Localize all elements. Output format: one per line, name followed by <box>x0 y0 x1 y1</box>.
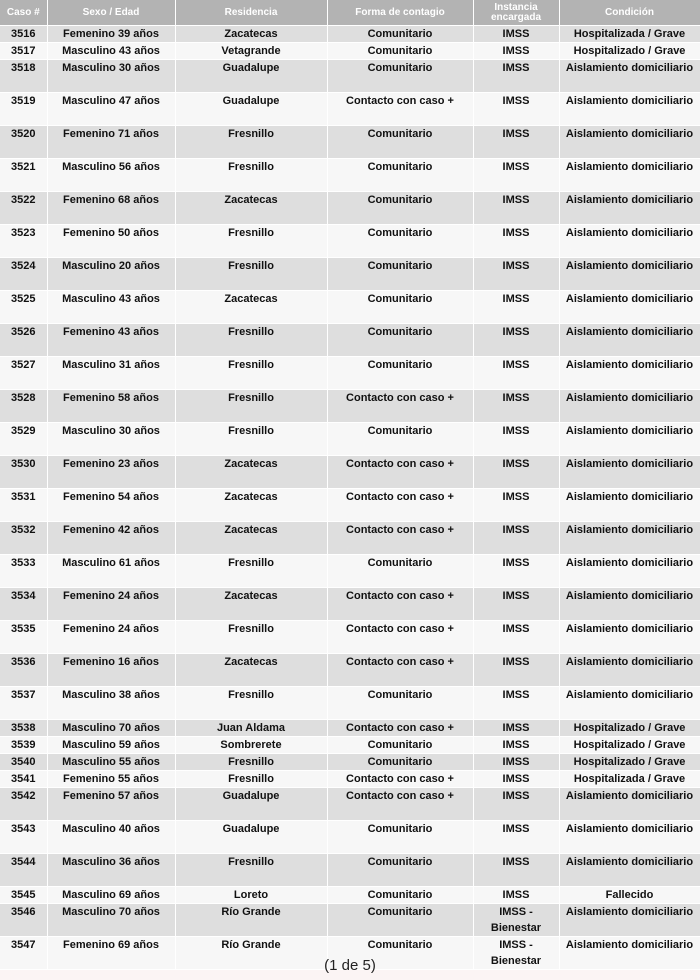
cell-instancia: IMSS <box>473 821 559 854</box>
cell-caso: 3516 <box>0 26 47 43</box>
cell-forma-contagio: Comunitario <box>327 754 473 771</box>
cell-caso: 3522 <box>0 192 47 225</box>
cell-instancia: IMSS <box>473 357 559 390</box>
table-row <box>0 26 700 43</box>
cell-forma-contagio: Comunitario <box>327 26 473 43</box>
cell-sexo-edad: Masculino 61 años <box>47 555 175 588</box>
cell-sexo-edad: Femenino 39 años <box>47 26 175 43</box>
cell-forma-contagio: Contacto con caso + <box>327 489 473 522</box>
table-row <box>0 159 700 192</box>
cell-residencia: Fresnillo <box>175 258 327 291</box>
cell-sexo-edad: Masculino 56 años <box>47 159 175 192</box>
cell-sexo-edad: Femenino 16 años <box>47 654 175 687</box>
table-row <box>0 60 700 93</box>
cell-sexo-edad: Femenino 57 años <box>47 788 175 821</box>
cell-residencia: Fresnillo <box>175 555 327 588</box>
cell-condicion: Aislamiento domiciliario <box>559 93 700 126</box>
cell-condicion: Aislamiento domiciliario <box>559 60 700 93</box>
cell-caso: 3530 <box>0 456 47 489</box>
cell-sexo-edad: Masculino 36 años <box>47 854 175 887</box>
cell-condicion: Hospitalizado / Grave <box>559 754 700 771</box>
cell-instancia: IMSS <box>473 555 559 588</box>
page-indicator: (1 de 5) <box>324 957 376 974</box>
cell-condicion: Aislamiento domiciliario <box>559 126 700 159</box>
cell-residencia: Zacatecas <box>175 588 327 621</box>
table-row <box>0 126 700 159</box>
cell-forma-contagio: Comunitario <box>327 555 473 588</box>
table-row <box>0 771 700 788</box>
cell-residencia: Río Grande <box>175 904 327 937</box>
cell-caso: 3546 <box>0 904 47 937</box>
cell-caso: 3537 <box>0 687 47 720</box>
cell-forma-contagio: Comunitario <box>327 904 473 937</box>
cell-condicion: Aislamiento domiciliario <box>559 621 700 654</box>
cell-condicion: Aislamiento domiciliario <box>559 588 700 621</box>
cell-caso: 3531 <box>0 489 47 522</box>
cell-caso: 3524 <box>0 258 47 291</box>
cell-caso: 3539 <box>0 737 47 754</box>
cell-instancia: IMSS <box>473 754 559 771</box>
cell-forma-contagio: Contacto con caso + <box>327 654 473 687</box>
cell-caso: 3523 <box>0 225 47 258</box>
table-row <box>0 555 700 588</box>
cell-condicion: Aislamiento domiciliario <box>559 225 700 258</box>
cell-condicion: Aislamiento domiciliario <box>559 291 700 324</box>
cell-forma-contagio: Comunitario <box>327 357 473 390</box>
cell-sexo-edad: Femenino 55 años <box>47 771 175 788</box>
cell-forma-contagio: Comunitario <box>327 687 473 720</box>
cell-forma-contagio: Contacto con caso + <box>327 456 473 489</box>
cell-caso: 3536 <box>0 654 47 687</box>
cell-sexo-edad: Femenino 50 años <box>47 225 175 258</box>
cell-caso: 3547 <box>0 937 47 970</box>
table-header-row <box>0 0 700 26</box>
cell-forma-contagio: Contacto con caso + <box>327 720 473 737</box>
cell-residencia: Río Grande <box>175 937 327 970</box>
table-row <box>0 43 700 60</box>
cell-sexo-edad: Femenino 43 años <box>47 324 175 357</box>
cell-forma-contagio: Contacto con caso + <box>327 522 473 555</box>
cell-caso: 3535 <box>0 621 47 654</box>
cell-sexo-edad: Masculino 70 años <box>47 904 175 937</box>
cell-instancia: IMSS <box>473 737 559 754</box>
cell-condicion: Fallecido <box>559 887 700 904</box>
table-row <box>0 854 700 887</box>
cell-forma-contagio: Contacto con caso + <box>327 771 473 788</box>
cell-caso: 3534 <box>0 588 47 621</box>
cell-forma-contagio: Comunitario <box>327 60 473 93</box>
cell-condicion: Aislamiento domiciliario <box>559 937 700 970</box>
table-row <box>0 654 700 687</box>
cell-instancia: IMSS <box>473 788 559 821</box>
table-row <box>0 489 700 522</box>
cell-instancia: IMSS <box>473 522 559 555</box>
cell-residencia: Guadalupe <box>175 60 327 93</box>
table-row <box>0 192 700 225</box>
cell-condicion: Aislamiento domiciliario <box>559 258 700 291</box>
table-row <box>0 737 700 754</box>
cell-sexo-edad: Femenino 24 años <box>47 621 175 654</box>
cell-forma-contagio: Contacto con caso + <box>327 588 473 621</box>
cell-forma-contagio: Comunitario <box>327 291 473 324</box>
table-row <box>0 93 700 126</box>
header-residencia: Residencia <box>175 0 327 26</box>
cell-instancia: IMSS <box>473 771 559 788</box>
table-row <box>0 621 700 654</box>
cell-caso: 3528 <box>0 390 47 423</box>
cell-condicion: Aislamiento domiciliario <box>559 854 700 887</box>
cell-residencia: Guadalupe <box>175 821 327 854</box>
cell-caso: 3525 <box>0 291 47 324</box>
cell-instancia: IMSS <box>473 390 559 423</box>
cell-condicion: Aislamiento domiciliario <box>559 192 700 225</box>
table-row <box>0 291 700 324</box>
cell-condicion: Aislamiento domiciliario <box>559 489 700 522</box>
cell-sexo-edad: Femenino 23 años <box>47 456 175 489</box>
cell-forma-contagio: Comunitario <box>327 324 473 357</box>
cell-instancia: IMSS <box>473 621 559 654</box>
table-row <box>0 390 700 423</box>
cell-residencia: Zacatecas <box>175 291 327 324</box>
cell-sexo-edad: Masculino 55 años <box>47 754 175 771</box>
cell-residencia: Fresnillo <box>175 225 327 258</box>
cell-condicion: Aislamiento domiciliario <box>559 904 700 937</box>
cell-sexo-edad: Masculino 43 años <box>47 291 175 324</box>
cell-sexo-edad: Femenino 24 años <box>47 588 175 621</box>
cell-forma-contagio: Comunitario <box>327 737 473 754</box>
cell-instancia: IMSS <box>473 126 559 159</box>
cell-forma-contagio: Comunitario <box>327 126 473 159</box>
table-body <box>0 26 700 970</box>
cell-condicion: Hospitalizada / Grave <box>559 771 700 788</box>
cell-instancia: IMSS <box>473 225 559 258</box>
cell-caso: 3527 <box>0 357 47 390</box>
cell-sexo-edad: Femenino 69 años <box>47 937 175 970</box>
cell-caso: 3526 <box>0 324 47 357</box>
cell-residencia: Guadalupe <box>175 788 327 821</box>
cell-sexo-edad: Femenino 42 años <box>47 522 175 555</box>
header-sexo-edad: Sexo / Edad <box>47 0 175 26</box>
cell-forma-contagio: Comunitario <box>327 937 473 970</box>
table-row <box>0 324 700 357</box>
cell-forma-contagio: Comunitario <box>327 225 473 258</box>
cell-instancia: IMSS <box>473 654 559 687</box>
cell-sexo-edad: Masculino 31 años <box>47 357 175 390</box>
cell-residencia: Fresnillo <box>175 754 327 771</box>
cell-caso: 3533 <box>0 555 47 588</box>
table-row <box>0 258 700 291</box>
cell-sexo-edad: Femenino 54 años <box>47 489 175 522</box>
cell-caso: 3529 <box>0 423 47 456</box>
cell-caso: 3518 <box>0 60 47 93</box>
cell-forma-contagio: Comunitario <box>327 159 473 192</box>
cell-condicion: Hospitalizada / Grave <box>559 26 700 43</box>
cell-residencia: Vetagrande <box>175 43 327 60</box>
cell-instancia: IMSS - Bienestar <box>473 937 559 970</box>
cell-residencia: Fresnillo <box>175 159 327 192</box>
cell-instancia: IMSS <box>473 423 559 456</box>
cell-condicion: Aislamiento domiciliario <box>559 555 700 588</box>
cell-caso: 3520 <box>0 126 47 159</box>
cell-condicion: Aislamiento domiciliario <box>559 357 700 390</box>
cell-sexo-edad: Femenino 68 años <box>47 192 175 225</box>
table-row <box>0 687 700 720</box>
cell-sexo-edad: Masculino 47 años <box>47 93 175 126</box>
table-row <box>0 522 700 555</box>
table-row <box>0 887 700 904</box>
table-row <box>0 821 700 854</box>
cell-instancia: IMSS <box>473 324 559 357</box>
cell-forma-contagio: Comunitario <box>327 43 473 60</box>
cell-instancia: IMSS <box>473 258 559 291</box>
cell-forma-contagio: Contacto con caso + <box>327 390 473 423</box>
cell-sexo-edad: Femenino 58 años <box>47 390 175 423</box>
header-instancia: Instancia encargada <box>473 0 559 26</box>
cell-sexo-edad: Masculino 30 años <box>47 423 175 456</box>
cell-residencia: Loreto <box>175 887 327 904</box>
header-forma-contagio: Forma de contagio <box>327 0 473 26</box>
cell-instancia: IMSS <box>473 456 559 489</box>
cell-residencia: Zacatecas <box>175 489 327 522</box>
cell-residencia: Juan Aldama <box>175 720 327 737</box>
table-row <box>0 423 700 456</box>
cell-sexo-edad: Masculino 40 años <box>47 821 175 854</box>
cell-instancia: IMSS <box>473 687 559 720</box>
cell-condicion: Aislamiento domiciliario <box>559 821 700 854</box>
cell-instancia: IMSS <box>473 60 559 93</box>
table-row <box>0 225 700 258</box>
table-row <box>0 754 700 771</box>
cell-sexo-edad: Masculino 43 años <box>47 43 175 60</box>
cell-caso: 3519 <box>0 93 47 126</box>
cell-residencia: Guadalupe <box>175 93 327 126</box>
cell-condicion: Aislamiento domiciliario <box>559 390 700 423</box>
cell-instancia: IMSS <box>473 887 559 904</box>
cell-residencia: Fresnillo <box>175 687 327 720</box>
cell-instancia: IMSS - Bienestar <box>473 904 559 937</box>
cell-caso: 3544 <box>0 854 47 887</box>
cell-caso: 3541 <box>0 771 47 788</box>
cell-residencia: Sombrerete <box>175 737 327 754</box>
table-row <box>0 788 700 821</box>
cell-residencia: Fresnillo <box>175 621 327 654</box>
cell-residencia: Zacatecas <box>175 192 327 225</box>
cell-condicion: Aislamiento domiciliario <box>559 522 700 555</box>
cell-condicion: Hospitalizado / Grave <box>559 43 700 60</box>
cell-instancia: IMSS <box>473 291 559 324</box>
cell-condicion: Hospitalizado / Grave <box>559 737 700 754</box>
cell-forma-contagio: Comunitario <box>327 854 473 887</box>
table-row <box>0 456 700 489</box>
cell-residencia: Zacatecas <box>175 522 327 555</box>
cell-condicion: Aislamiento domiciliario <box>559 423 700 456</box>
cell-forma-contagio: Contacto con caso + <box>327 621 473 654</box>
cell-residencia: Fresnillo <box>175 390 327 423</box>
cell-sexo-edad: Masculino 38 años <box>47 687 175 720</box>
table-row <box>0 357 700 390</box>
cell-instancia: IMSS <box>473 192 559 225</box>
cell-caso: 3538 <box>0 720 47 737</box>
cell-forma-contagio: Comunitario <box>327 258 473 291</box>
cell-caso: 3521 <box>0 159 47 192</box>
cell-instancia: IMSS <box>473 26 559 43</box>
cell-residencia: Fresnillo <box>175 423 327 456</box>
cell-condicion: Aislamiento domiciliario <box>559 456 700 489</box>
cell-instancia: IMSS <box>473 588 559 621</box>
cell-residencia: Fresnillo <box>175 854 327 887</box>
cell-instancia: IMSS <box>473 720 559 737</box>
cell-residencia: Fresnillo <box>175 126 327 159</box>
cell-caso: 3545 <box>0 887 47 904</box>
cell-residencia: Fresnillo <box>175 324 327 357</box>
cell-condicion: Hospitalizado / Grave <box>559 720 700 737</box>
cell-sexo-edad: Masculino 20 años <box>47 258 175 291</box>
cell-forma-contagio: Comunitario <box>327 821 473 854</box>
cell-residencia: Zacatecas <box>175 456 327 489</box>
cell-sexo-edad: Masculino 69 años <box>47 887 175 904</box>
cell-residencia: Zacatecas <box>175 26 327 43</box>
cell-residencia: Fresnillo <box>175 357 327 390</box>
cell-residencia: Fresnillo <box>175 771 327 788</box>
table-row <box>0 588 700 621</box>
cell-caso: 3543 <box>0 821 47 854</box>
cell-instancia: IMSS <box>473 43 559 60</box>
cell-caso: 3542 <box>0 788 47 821</box>
cell-instancia: IMSS <box>473 489 559 522</box>
cell-caso: 3517 <box>0 43 47 60</box>
table-row <box>0 904 700 937</box>
table-row <box>0 720 700 737</box>
cell-forma-contagio: Comunitario <box>327 192 473 225</box>
cell-condicion: Aislamiento domiciliario <box>559 654 700 687</box>
cell-instancia: IMSS <box>473 93 559 126</box>
cell-forma-contagio: Contacto con caso + <box>327 93 473 126</box>
cell-caso: 3540 <box>0 754 47 771</box>
cell-caso: 3532 <box>0 522 47 555</box>
cell-sexo-edad: Femenino 71 años <box>47 126 175 159</box>
cell-condicion: Aislamiento domiciliario <box>559 687 700 720</box>
cell-condicion: Aislamiento domiciliario <box>559 788 700 821</box>
cell-forma-contagio: Comunitario <box>327 887 473 904</box>
cell-condicion: Aislamiento domiciliario <box>559 324 700 357</box>
cell-residencia: Zacatecas <box>175 654 327 687</box>
cell-sexo-edad: Masculino 70 años <box>47 720 175 737</box>
cell-forma-contagio: Contacto con caso + <box>327 788 473 821</box>
cell-condicion: Aislamiento domiciliario <box>559 159 700 192</box>
header-caso: Caso # <box>0 0 47 26</box>
header-condicion: Condición <box>559 0 700 26</box>
cell-sexo-edad: Masculino 59 años <box>47 737 175 754</box>
cell-instancia: IMSS <box>473 854 559 887</box>
cell-sexo-edad: Masculino 30 años <box>47 60 175 93</box>
cell-forma-contagio: Comunitario <box>327 423 473 456</box>
cell-instancia: IMSS <box>473 159 559 192</box>
